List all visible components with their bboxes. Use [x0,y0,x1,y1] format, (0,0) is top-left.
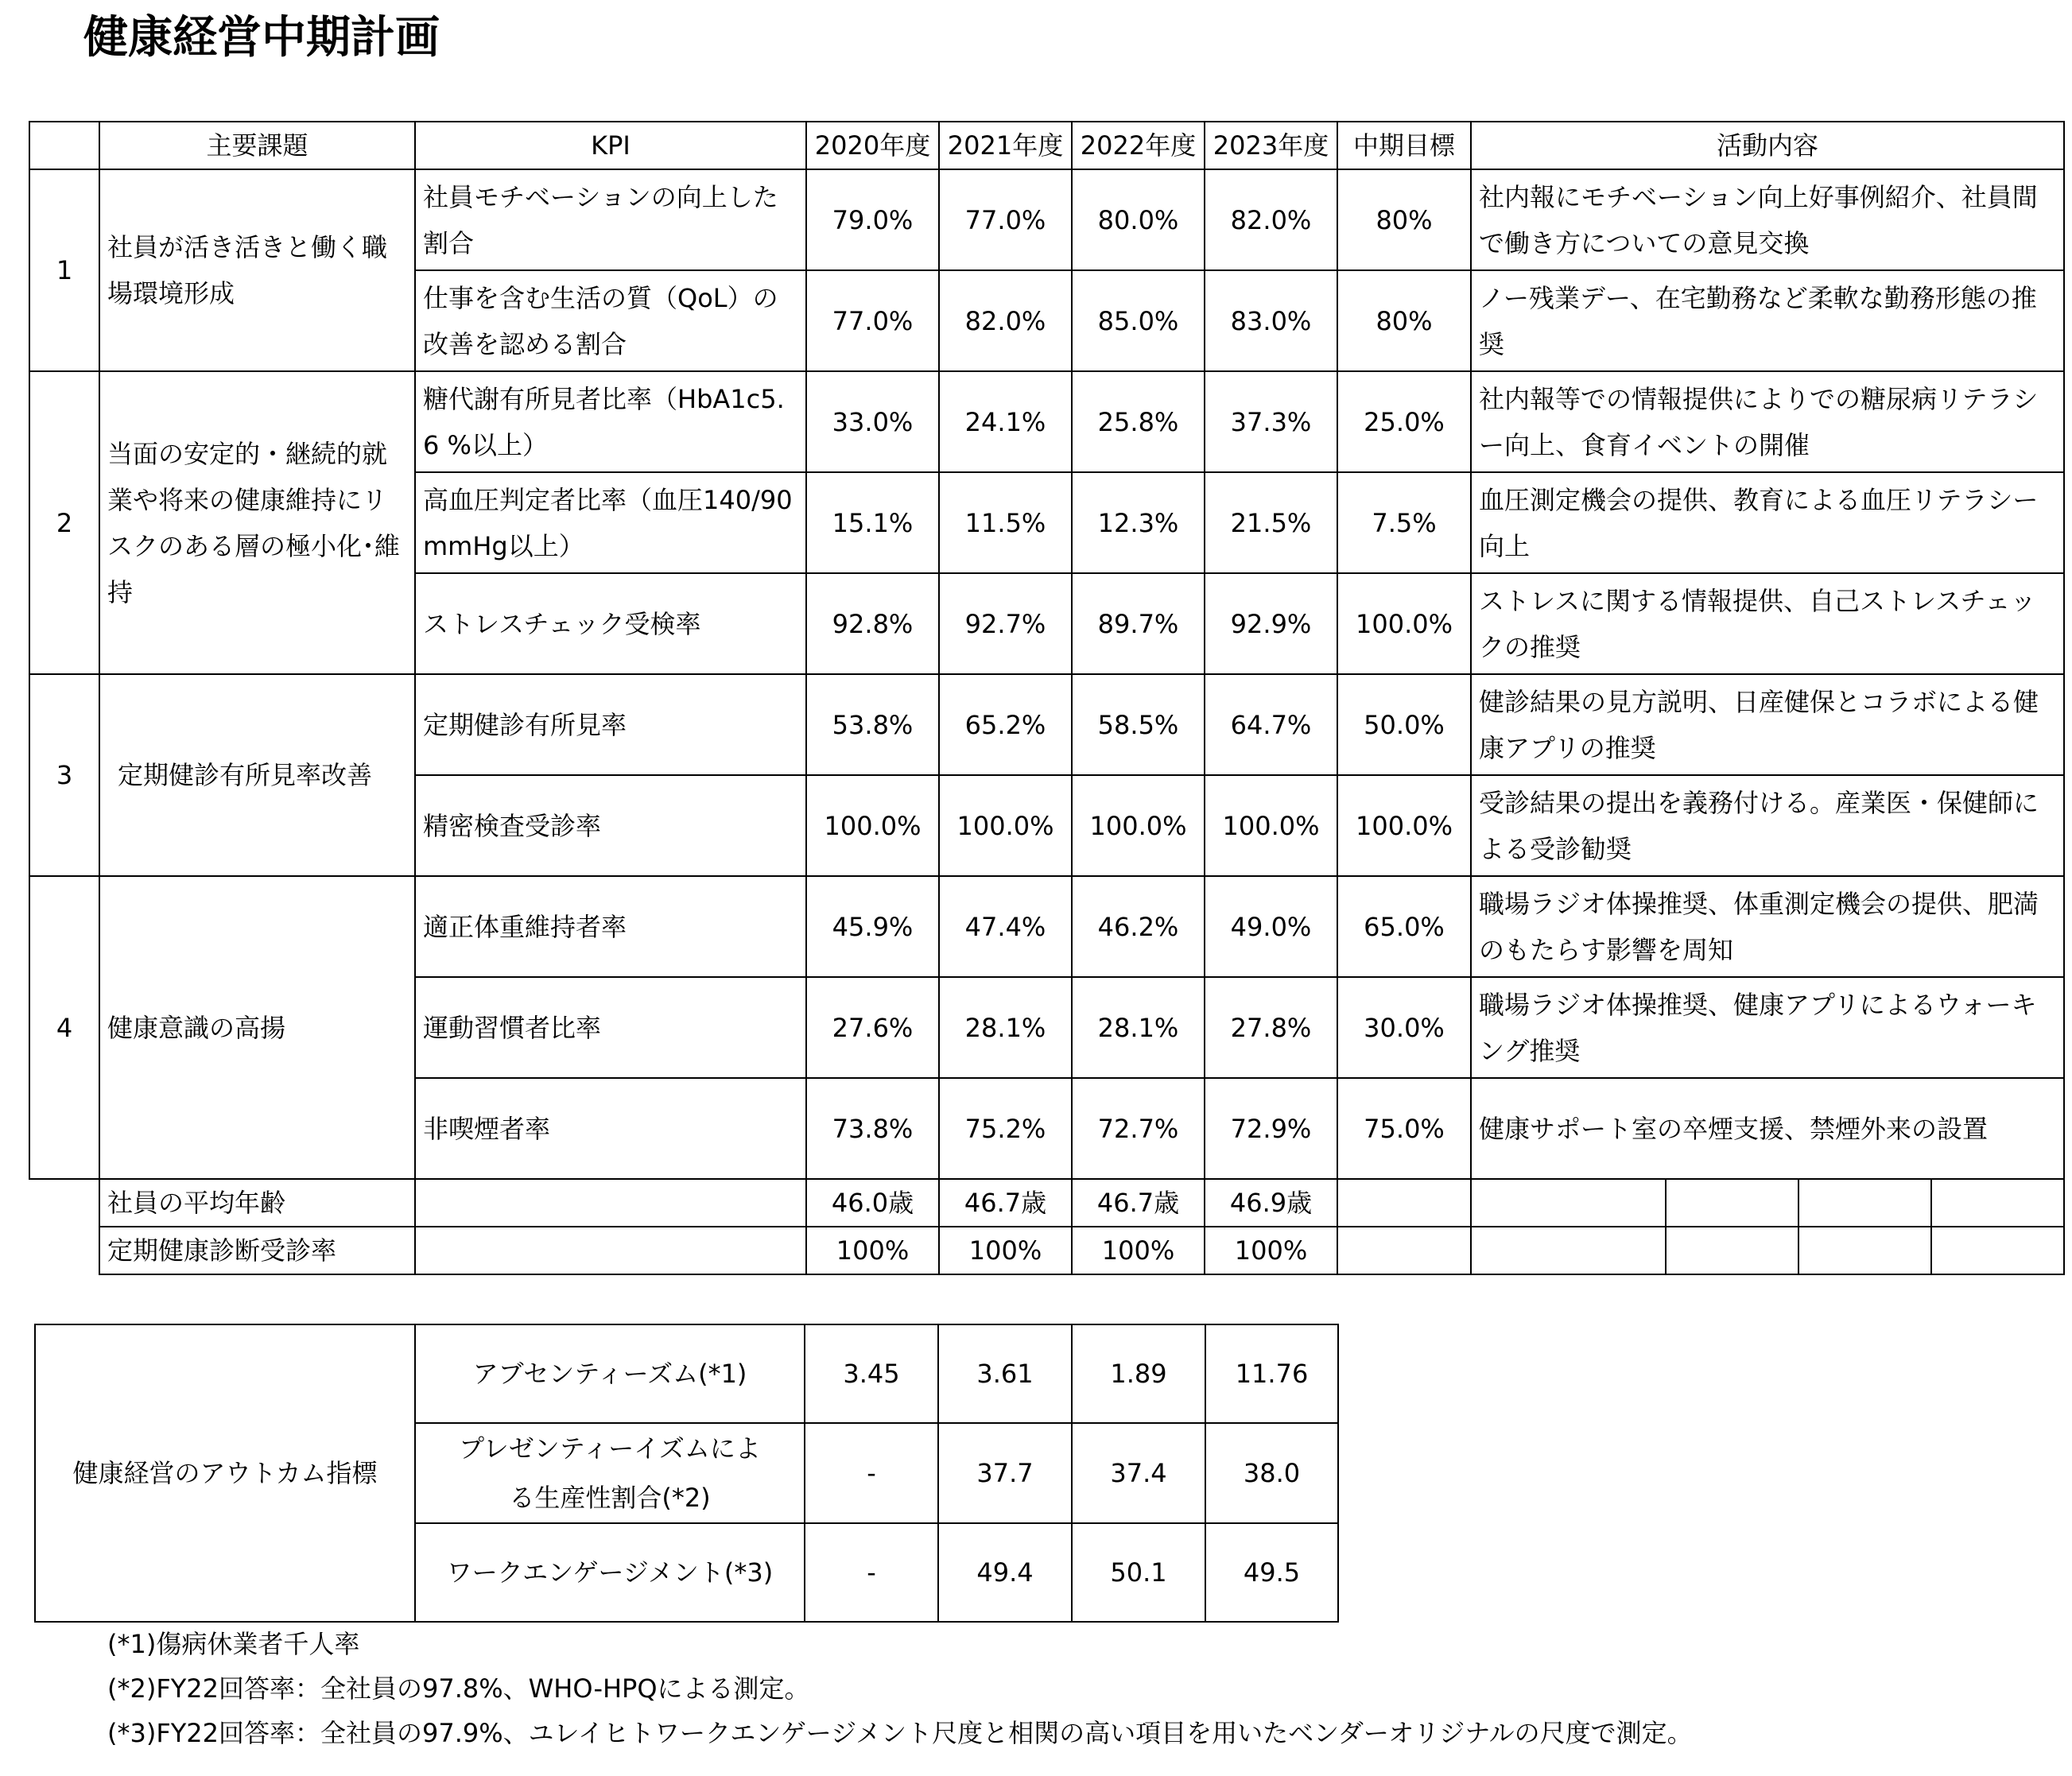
summary-label: 社員の平均年齢 [99,1179,415,1227]
empty-cell [1798,1227,1931,1274]
value-2021: 24.1% [939,371,1072,472]
activity-text: 健診結果の見方説明、日産健保とコラボによる健康アプリの推奨 [1471,674,2064,775]
kpi-name: 運動習慣者比率 [415,977,806,1078]
value-2021: 82.0% [939,270,1072,371]
empty-cell [1337,1227,1471,1274]
value-2022: 100% [1072,1227,1205,1274]
header-kpi: KPI [415,122,806,169]
outcome-row [35,1324,1338,1423]
value-2023: 49.0% [1205,876,1337,977]
page-title: 健康経営中期計画 [83,12,440,64]
outcome-table [34,1324,1339,1623]
target-value: 100.0% [1337,775,1471,876]
target-value: 65.0% [1337,876,1471,977]
target-value: 30.0% [1337,977,1471,1078]
empty-cell [1931,1227,2064,1274]
value-2021: 46.7歳 [939,1179,1072,1227]
value-2022: 58.5% [1072,674,1205,775]
summary-row [29,1179,2064,1227]
outcome-value-2023: 11.76 [1205,1324,1338,1423]
outcome-value-2021: 37.7 [938,1423,1072,1523]
summary-row [29,1227,2064,1274]
value-2023: 72.9% [1205,1078,1337,1179]
footnote: (*1)傷病休業者千人率 [107,1629,360,1659]
footnote: (*2)FY22回答率：全社員の97.8%、WHO-HPQによる測定。 [107,1673,810,1704]
value-2021: 75.2% [939,1078,1072,1179]
outcome-value-2023: 49.5 [1205,1523,1338,1622]
activity-text: 社内報にモチベーション向上好事例紹介、社員間で働き方についての意見交換 [1471,169,2064,270]
value-2022: 72.7% [1072,1078,1205,1179]
kpi-name: 高血圧判定者比率（血圧140/90mmHg以上） [415,472,806,573]
outcome-value-2022: 50.1 [1072,1523,1205,1622]
header-2020: 2020年度 [806,122,939,169]
header-2023: 2023年度 [1205,122,1337,169]
empty-cell [1471,1179,1666,1227]
outcome-value-2021: 3.61 [938,1324,1072,1423]
kpi-name: ストレスチェック受検率 [415,573,806,674]
value-2022: 28.1% [1072,977,1205,1078]
kpi-row [29,674,2064,775]
kpi-row [29,371,2064,472]
value-2023: 100% [1205,1227,1337,1274]
value-2022: 25.8% [1072,371,1205,472]
empty-cell [1471,1227,1666,1274]
kpi-name: 適正体重維持者率 [415,876,806,977]
outcome-value-2020: - [805,1523,938,1622]
kpi-name: 定期健診有所見率 [415,674,806,775]
value-2020: 100% [806,1227,939,1274]
outcome-name: アブセンティーズム(*1) [415,1324,805,1423]
spacer-cell [29,1227,99,1274]
kpi-name: 糖代謝有所見者比率（HbA1c5.6 %以上） [415,371,806,472]
value-2020: 15.1% [806,472,939,573]
activity-text: 健康サポート室の卒煙支援、禁煙外来の設置 [1471,1078,2064,1179]
value-2023: 64.7% [1205,674,1337,775]
outcome-value-2022: 37.4 [1072,1423,1205,1523]
value-2021: 92.7% [939,573,1072,674]
empty-cell [1337,1179,1471,1227]
value-2022: 12.3% [1072,472,1205,573]
issue-number: 2 [29,371,99,674]
value-2020: 79.0% [806,169,939,270]
spacer-cell [29,1179,99,1227]
target-value: 100.0% [1337,573,1471,674]
header-target: 中期目標 [1337,122,1471,169]
activity-text: 職場ラジオ体操推奨、健康アプリによるウォーキング推奨 [1471,977,2064,1078]
value-2022: 100.0% [1072,775,1205,876]
kpi-name: 非喫煙者率 [415,1078,806,1179]
empty-cell [415,1179,806,1227]
value-2023: 27.8% [1205,977,1337,1078]
value-2020: 45.9% [806,876,939,977]
kpi-name: 精密検査受診率 [415,775,806,876]
empty-cell [1666,1179,1798,1227]
empty-cell [1798,1179,1931,1227]
value-2020: 73.8% [806,1078,939,1179]
activity-text: 受診結果の提出を義務付ける。産業医・保健師による受診勧奨 [1471,775,2064,876]
outcome-value-2023: 38.0 [1205,1423,1338,1523]
value-2020: 92.8% [806,573,939,674]
header-no-cell [29,122,99,169]
header-2021: 2021年度 [939,122,1072,169]
value-2022: 80.0% [1072,169,1205,270]
activity-text: 職場ラジオ体操推奨、体重測定機会の提供、肥満のもたらす影響を周知 [1471,876,2064,977]
value-2023: 92.9% [1205,573,1337,674]
issue-number: 4 [29,876,99,1179]
footnote: (*3)FY22回答率：全社員の97.9%、ユレイヒトワークエンゲージメント尺度と相関の高い項目を用いたベンダーオリジナルの尺度で測定。 [107,1718,1693,1748]
issue-title: 当面の安定的・継続的就業や将来の健康維持にリスクのある層の極小化･維持 [99,371,415,674]
value-2021: 100.0% [939,775,1072,876]
activity-text: 社内報等での情報提供によりでの糖尿病リテラシー向上、食育イベントの開催 [1471,371,2064,472]
target-value: 80% [1337,169,1471,270]
value-2022: 46.2% [1072,876,1205,977]
activity-text: ストレスに関する情報提供、自己ストレスチェックの推奨 [1471,573,2064,674]
value-2023: 37.3% [1205,371,1337,472]
kpi-row [29,169,2064,270]
header-row [29,122,2064,169]
outcome-name: プレゼンティーイズムによる生産性割合(*2) [415,1423,805,1523]
issue-number: 3 [29,674,99,876]
outcome-value-2022: 1.89 [1072,1324,1205,1423]
value-2023: 46.9歳 [1205,1179,1337,1227]
empty-cell [1931,1179,2064,1227]
empty-cell [1666,1227,1798,1274]
value-2020: 27.6% [806,977,939,1078]
summary-label: 定期健康診断受診率 [99,1227,415,1274]
target-value: 25.0% [1337,371,1471,472]
value-2021: 100% [939,1227,1072,1274]
kpi-row [29,876,2064,977]
outcome-label: 健康経営のアウトカム指標 [35,1324,415,1622]
outcome-name: ワークエンゲージメント(*3) [415,1523,805,1622]
issue-title: 社員が活き活きと働く職場環境形成 [99,169,415,371]
value-2020: 53.8% [806,674,939,775]
issue-title: 健康意識の高揚 [99,876,415,1179]
value-2020: 46.0歳 [806,1179,939,1227]
issue-title: 定期健診有所見率改善 [99,674,415,876]
outcome-value-2021: 49.4 [938,1523,1072,1622]
issue-number: 1 [29,169,99,371]
kpi-name: 仕事を含む生活の質（QoL）の改善を認める割合 [415,270,806,371]
value-2023: 83.0% [1205,270,1337,371]
activity-text: ノー残業デー、在宅勤務など柔軟な勤務形態の推奨 [1471,270,2064,371]
value-2020: 77.0% [806,270,939,371]
value-2022: 46.7歳 [1072,1179,1205,1227]
target-value: 80% [1337,270,1471,371]
header-activity: 活動内容 [1471,122,2064,169]
value-2021: 77.0% [939,169,1072,270]
activity-text: 血圧測定機会の提供、教育による血圧リテラシー向上 [1471,472,2064,573]
header-2022: 2022年度 [1072,122,1205,169]
value-2023: 82.0% [1205,169,1337,270]
outcome-value-2020: 3.45 [805,1324,938,1423]
value-2023: 100.0% [1205,775,1337,876]
kpi-name: 社員モチベーションの向上した割合 [415,169,806,270]
header-issue: 主要課題 [99,122,415,169]
target-value: 7.5% [1337,472,1471,573]
target-value: 75.0% [1337,1078,1471,1179]
value-2022: 85.0% [1072,270,1205,371]
value-2021: 47.4% [939,876,1072,977]
value-2023: 21.5% [1205,472,1337,573]
outcome-value-2020: - [805,1423,938,1523]
value-2022: 89.7% [1072,573,1205,674]
health-plan-table [29,121,2065,1275]
value-2021: 65.2% [939,674,1072,775]
value-2020: 100.0% [806,775,939,876]
empty-cell [415,1227,806,1274]
value-2020: 33.0% [806,371,939,472]
footnotes [107,1622,1693,1755]
target-value: 50.0% [1337,674,1471,775]
value-2021: 28.1% [939,977,1072,1078]
value-2021: 11.5% [939,472,1072,573]
